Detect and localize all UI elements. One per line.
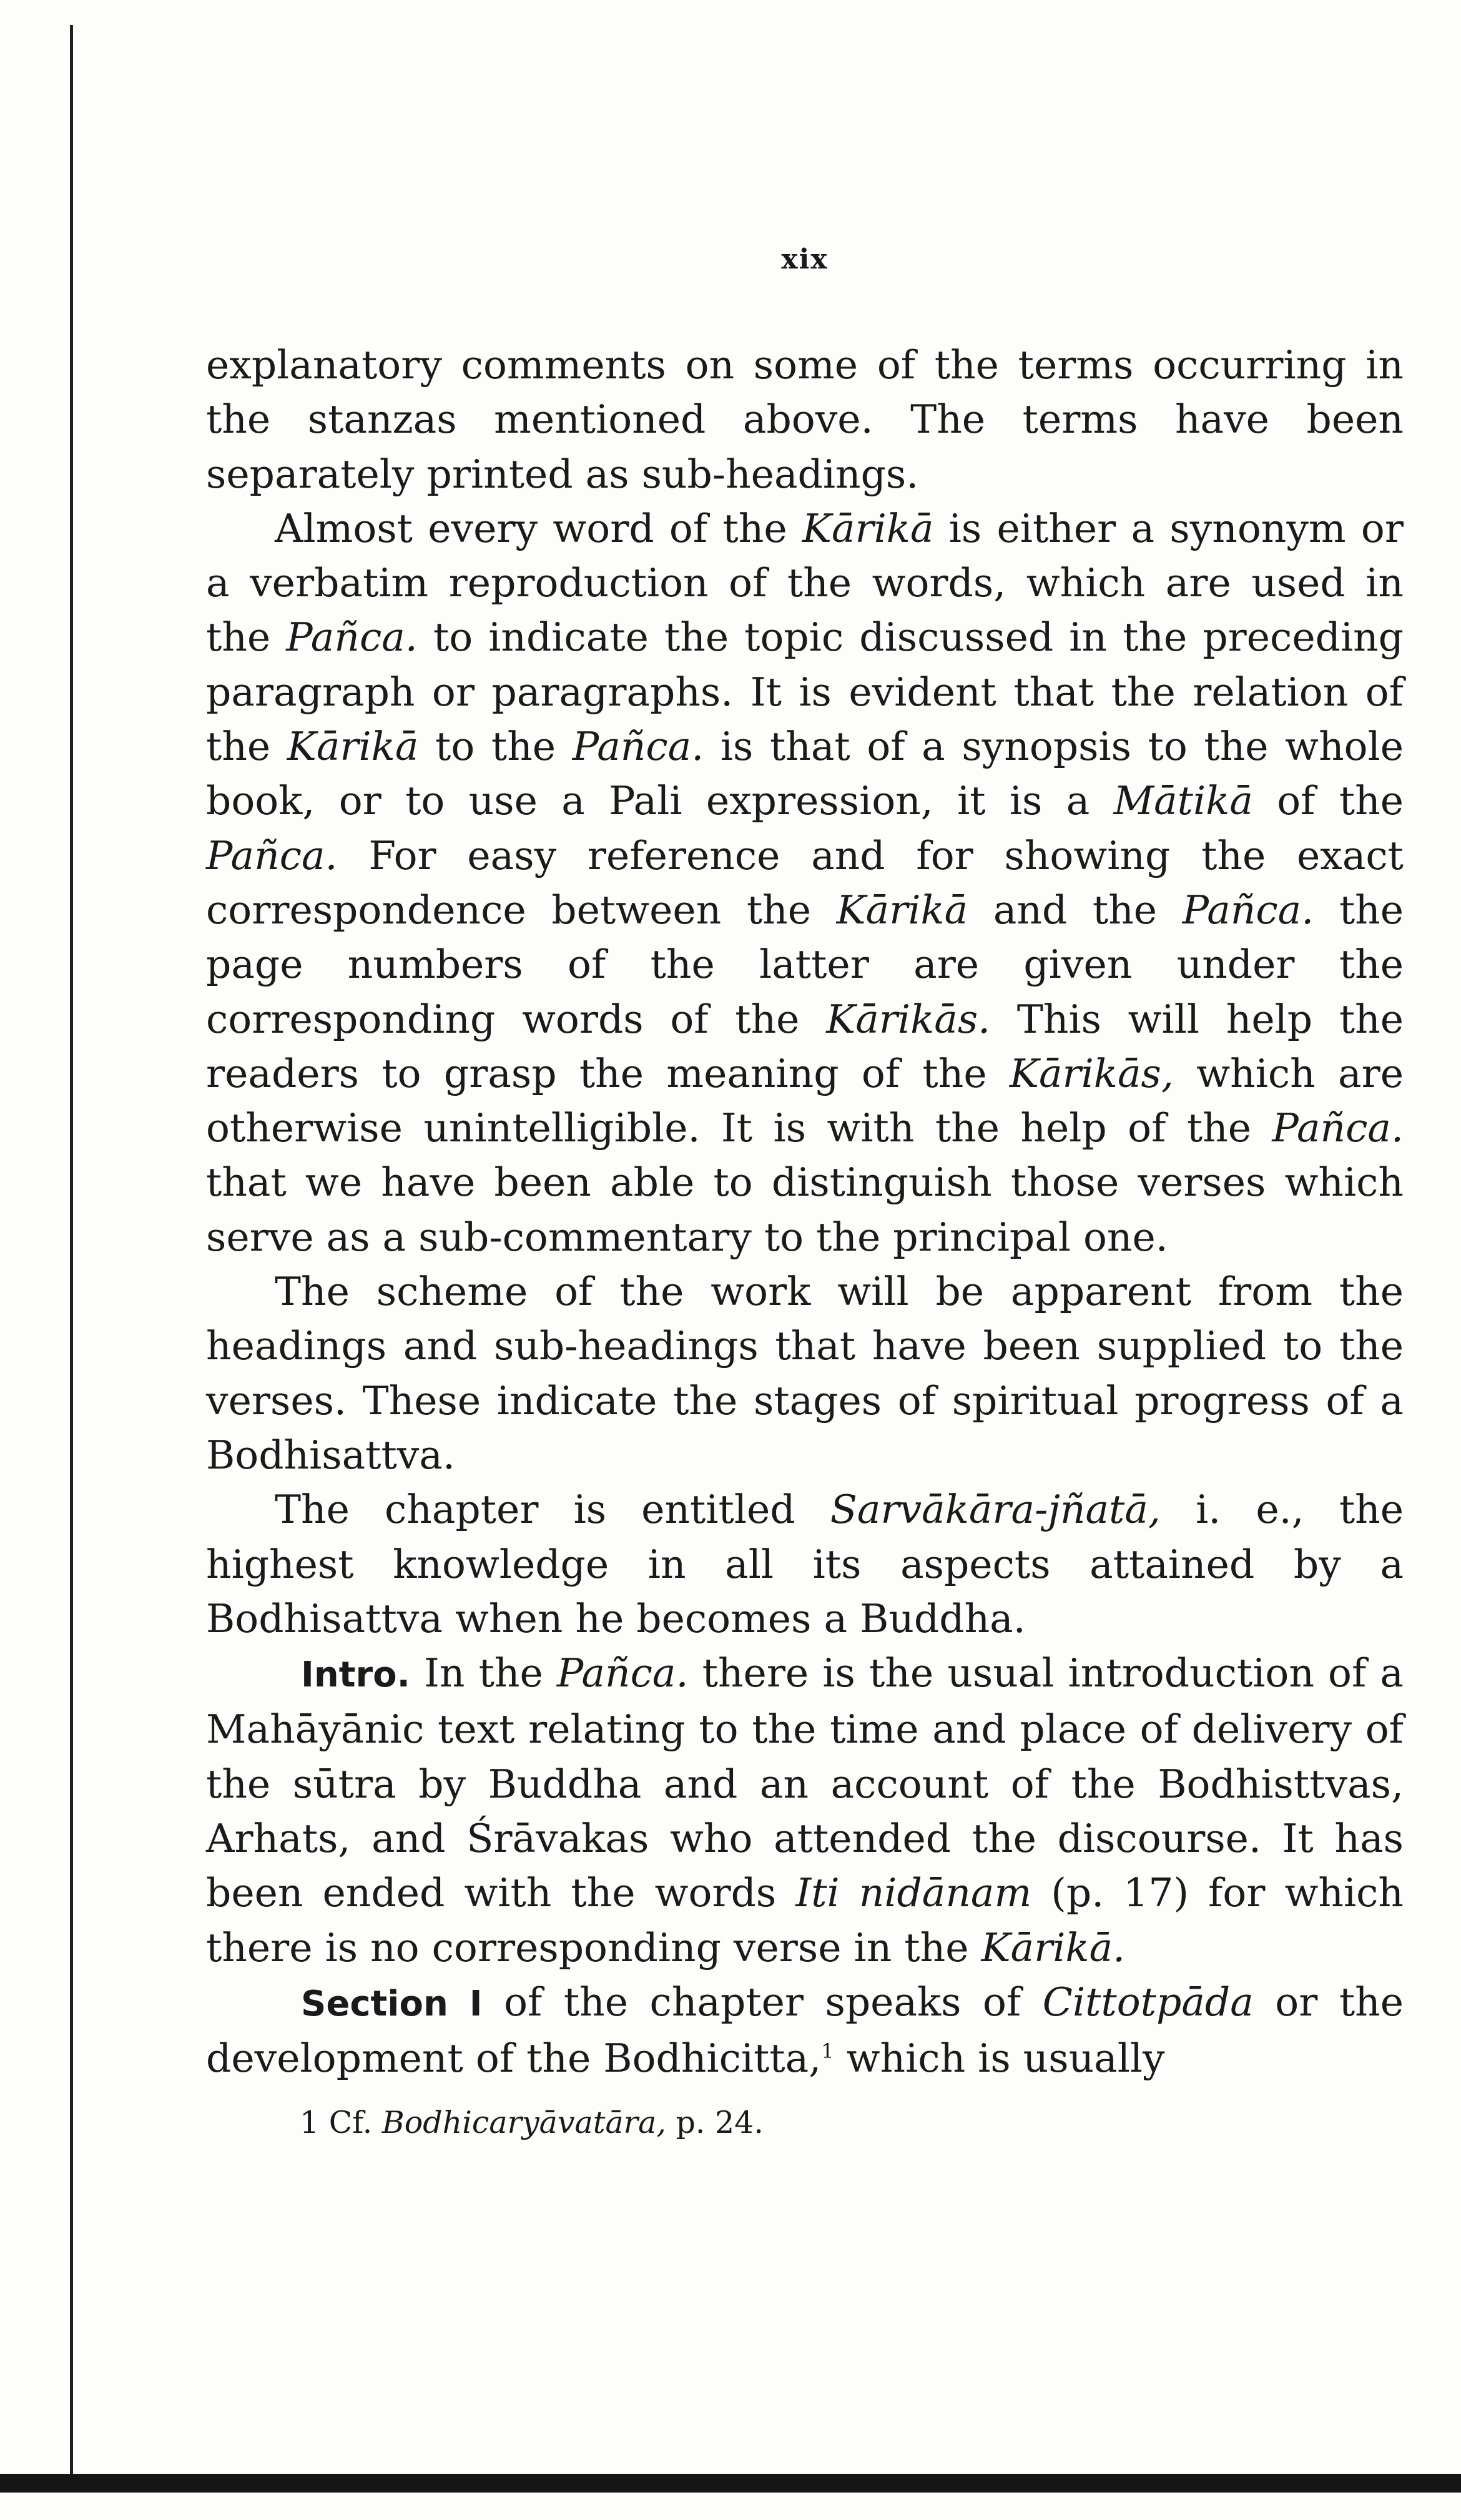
text-run: of the <box>1252 778 1404 824</box>
italic-term: Kārikā <box>836 887 968 933</box>
italic-term: Bodhicaryāvatāra, <box>381 2104 666 2140</box>
italic-term: Kārikā. <box>981 1924 1126 1971</box>
page-number: xix <box>781 244 829 275</box>
italic-term: Kārikā <box>802 505 934 551</box>
text-run: explanatory comments on some of the terms occurring in the stanzas mentioned above. The terms have been separately printed as sub-headings. <box>206 342 1404 497</box>
text-run: which are otherwise unintelligible. It is with the help of the <box>206 1050 1404 1151</box>
text-run: is either a synonym or a verbatim reproduction of the words, which are used in the <box>206 505 1404 661</box>
text-run: to the <box>418 724 573 770</box>
italic-term: Pañca. <box>1272 1105 1404 1151</box>
paragraph-4 <box>206 1482 1404 1646</box>
text-run: This will help the readers to grasp the meaning of the <box>206 996 1404 1096</box>
text-run: which is usually <box>834 2035 1165 2082</box>
footnote-marker: 1 <box>821 2039 834 2064</box>
italic-term: Pañca. <box>556 1650 689 1696</box>
footnote <box>206 2101 1404 2145</box>
text-run: of the chapter speaks of <box>482 1979 1043 2025</box>
text-run: The scheme of the work will be apparent from the headings and sub-headings that have been supplied to the verses. These indicate the stages of spiritual progress of a Bodhisattva. <box>206 1269 1404 1478</box>
paragraph-section-1 <box>206 1975 1404 2086</box>
text-run: and the <box>968 887 1183 933</box>
text-run: Almost every word of the <box>275 505 802 551</box>
text-run: or the development of the Bodhicitta, <box>206 1979 1404 2082</box>
text-run: is that of a synopsis to the whole book, or to use a Pali expression, it is a <box>206 724 1404 824</box>
paragraph-1 <box>206 338 1404 501</box>
text-run: the page numbers of the latter are given under the corresponding words of the <box>206 887 1404 1042</box>
italic-term: Pañca. <box>206 832 338 879</box>
paragraph-2 <box>206 501 1404 1264</box>
italic-term: Pañca. <box>1182 887 1314 933</box>
text-run: i. e., the highest knowledge in all its aspects attained by a Bodhisattva when he becomes a Buddha. <box>206 1487 1404 1641</box>
paragraph-3 <box>206 1264 1404 1482</box>
text-run: 1 Cf. <box>300 2104 382 2140</box>
text-run: For easy reference and for showing the exact correspondence between the <box>206 832 1404 933</box>
italic-term: Iti nidānam <box>795 1870 1032 1916</box>
italic-term: Sarvākāra-jñatā, <box>830 1487 1161 1533</box>
italic-term: Cittotpāda <box>1042 1979 1254 2025</box>
text-run: The chapter is entitled <box>275 1487 830 1533</box>
section-heading: Section I <box>301 1983 483 2024</box>
bottom-scan-edge <box>0 2474 1461 2493</box>
text-run: to indicate the topic discussed in the preceding paragraph or paragraphs. It is evident that the relation of the <box>206 614 1404 770</box>
section-heading: Intro. <box>301 1655 410 1696</box>
italic-term: Kārikās. <box>826 996 991 1042</box>
italic-term: Mātikā <box>1113 778 1253 824</box>
italic-term: Pañca. <box>572 724 704 770</box>
book-page <box>206 244 1404 2145</box>
italic-term: Pañca. <box>286 614 418 661</box>
paragraph-intro <box>206 1646 1404 1975</box>
text-run: there is the usual introduction of a Mahāyānic text relating to the time and place of delivery of the sūtra by Buddha and an account of the Bodhisttvas, Arhats, and Śrāvakas who attended the discourse. It has been ended with the words <box>206 1650 1404 1916</box>
italic-term: Kārikā <box>287 724 419 770</box>
body-text <box>206 338 1404 2086</box>
text-run: (p. 17) for which there is no corresponding verse in the <box>206 1870 1404 1971</box>
binding-edge-rule <box>70 25 73 2491</box>
text-run: that we have been able to distinguish those verses which serve as a sub-commentary to the principal one. <box>206 1159 1404 1260</box>
text-run: p. 24. <box>666 2104 764 2140</box>
italic-term: Kārikās, <box>1009 1050 1174 1096</box>
text-run: In the <box>410 1650 557 1696</box>
